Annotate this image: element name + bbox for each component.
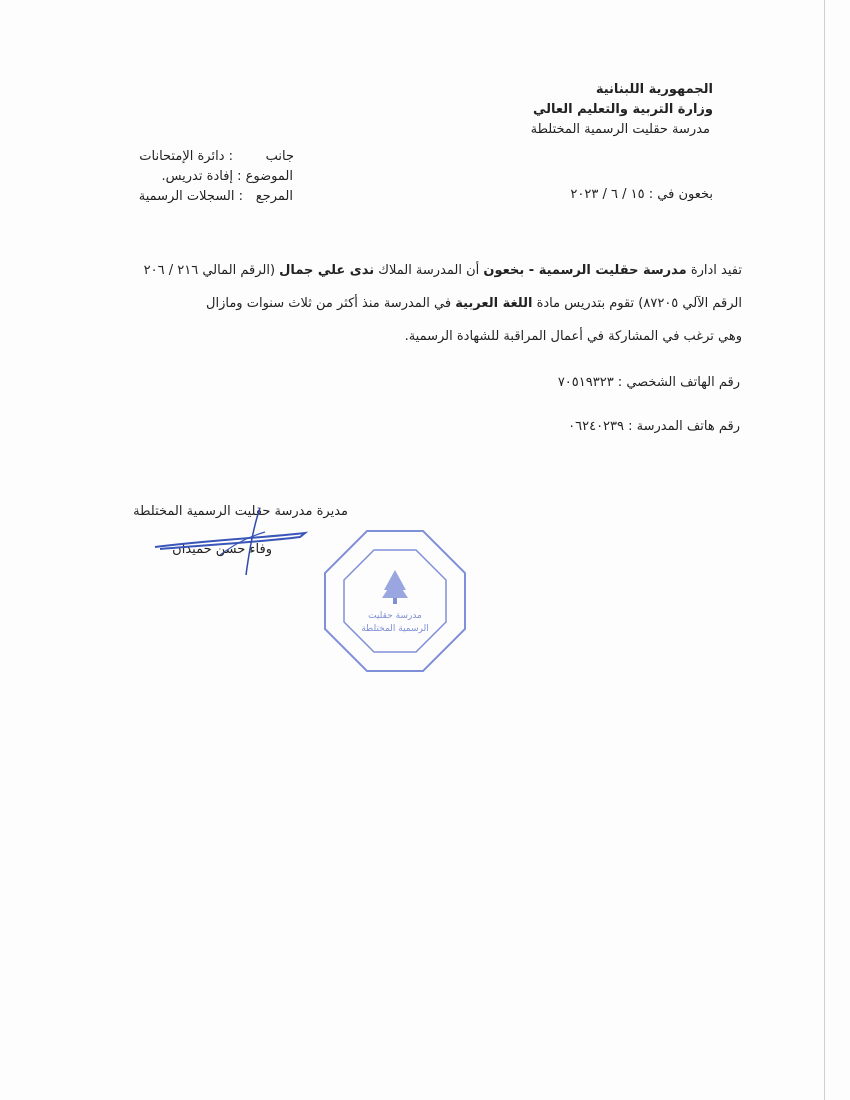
stamp-inner-2: الرسمية المختلطة	[361, 624, 429, 634]
body-line-1	[90, 254, 742, 287]
teacher-name: ندى علي جمال	[279, 263, 375, 278]
school-phone: رقم هاتف المدرسة : ٠٦٢٤٠٢٣٩	[568, 419, 740, 434]
handwritten-signature	[150, 500, 320, 580]
header-ministry: وزارة التربية والتعليم العالي	[532, 102, 713, 117]
header-school: مدرسة حقليت الرسمية المختلطة	[530, 122, 710, 137]
date: بخعون في : ١٥ / ٦ / ٢٠٢٣	[570, 187, 713, 202]
text: تفيد ادارة	[686, 263, 742, 278]
body-line-3: وهي ترغب في المشاركة في أعمال المراقبة للشهادة الرسمية.	[404, 329, 742, 344]
signature-title: مديرة مدرسة حقليت الرسمية المختلطة	[133, 504, 348, 519]
to-value: : دائرة الإمتحانات	[139, 149, 233, 164]
subject-name: اللغة العربية	[455, 296, 533, 311]
header-republic: الجمهورية اللبنانية	[595, 82, 713, 97]
ref-label: المرجع	[255, 189, 293, 204]
text: الرقم الآلي ٨٧٢٠٥) تقوم بتدريس مادة	[532, 296, 742, 311]
stamp-inner-1: مدرسة حقليت	[368, 611, 422, 621]
subject-label: الموضوع	[245, 169, 293, 184]
school-name: مدرسة حقليت الرسمية - بخعون	[483, 263, 687, 278]
signature-name: وفاء حسن حميدان	[172, 542, 272, 557]
scan-edge	[824, 0, 825, 1100]
body-line-2	[90, 287, 742, 320]
cedar-icon	[382, 570, 408, 598]
text: في المدرسة منذ أكثر من ثلاث سنوات ومازال	[206, 296, 456, 311]
personal-phone: رقم الهاتف الشخصي : ٧٠٥١٩٣٢٣	[557, 375, 740, 390]
body-paragraph	[90, 254, 742, 353]
text: (الرقم المالي ٢١٦ / ٢٠٦	[143, 263, 280, 278]
school-stamp	[322, 528, 468, 674]
subject-line	[161, 169, 293, 185]
ref-value: : السجلات الرسمية	[138, 189, 243, 204]
subject-value: : إفادة تدريس.	[161, 169, 242, 184]
to-label: جانب	[265, 149, 294, 164]
text: أن المدرسة الملاك	[374, 263, 484, 278]
